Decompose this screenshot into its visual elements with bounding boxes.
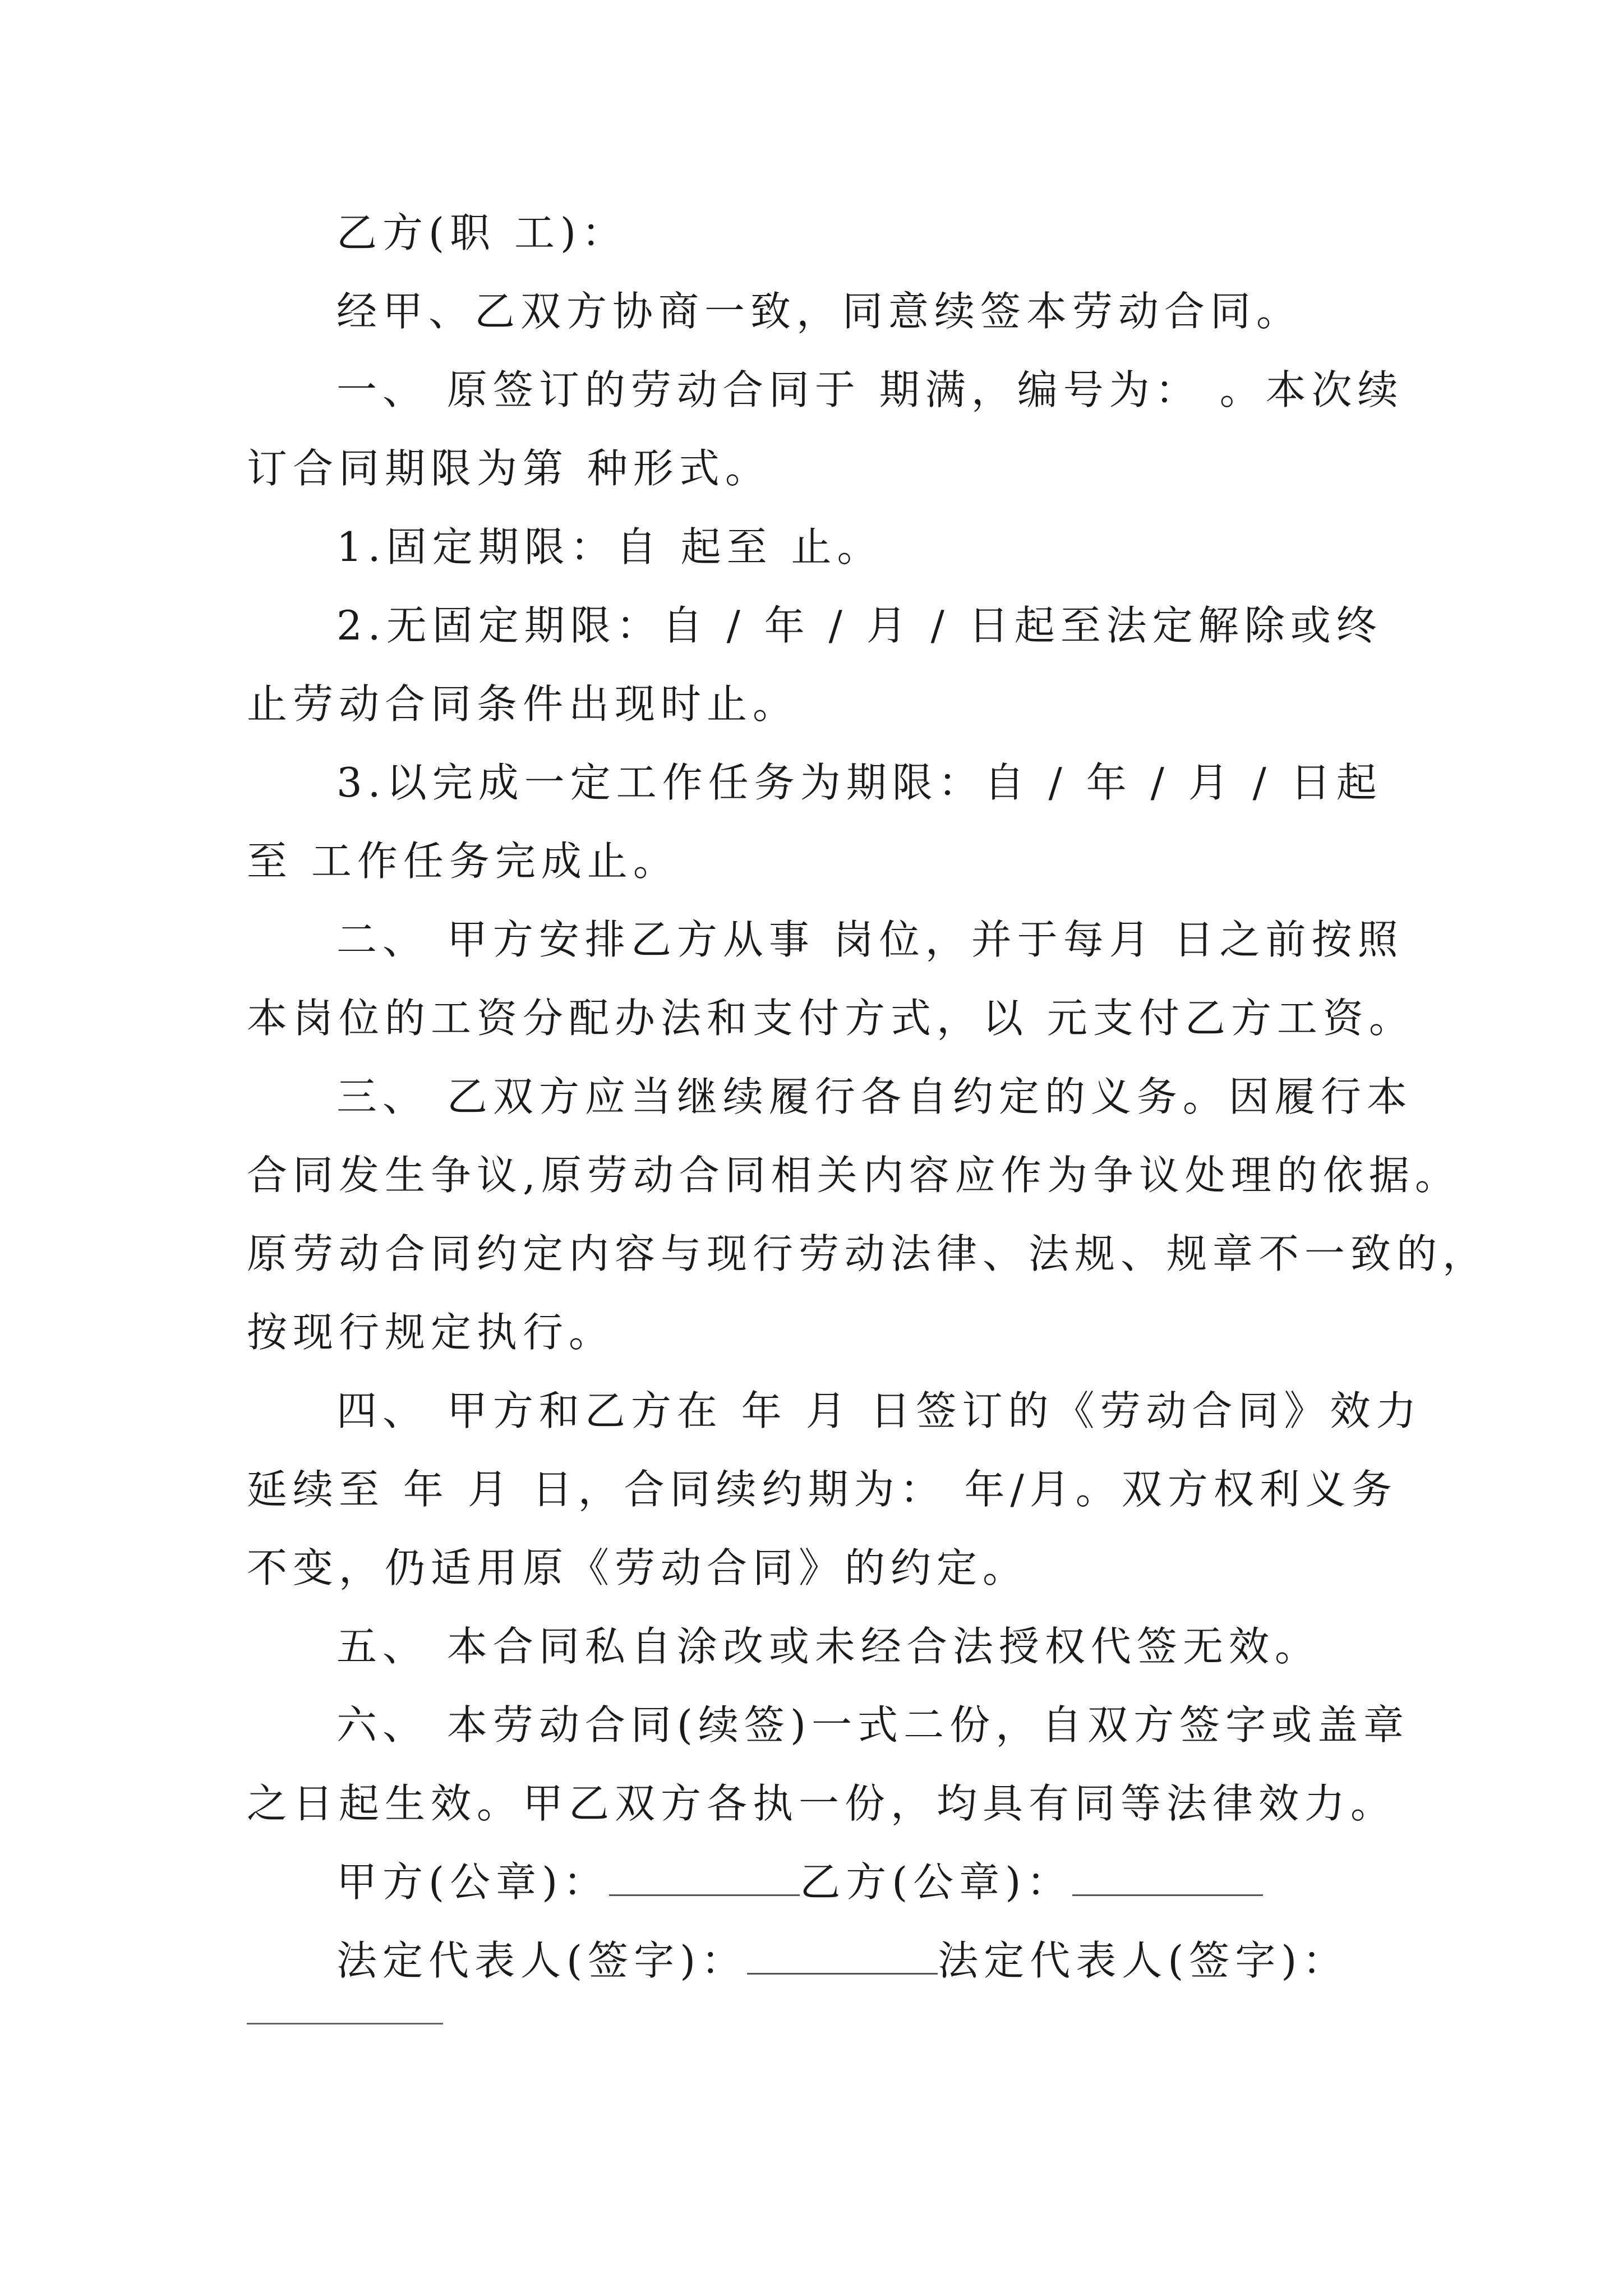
party-b-rep-label: 法定代表人(签字)： (938, 1937, 1349, 1984)
clause-1-line-2: 订合同期限为第 种形式。 (247, 445, 771, 492)
clause-6-line-2: 之日起生效。甲乙双方各执一份，均具有同等法律效力。 (247, 1780, 1397, 1827)
clause-5: 五、 本合同私自涂改或未经合法授权代签无效。 (336, 1623, 1321, 1670)
term-option-3-line-2: 至 工作任务完成止。 (247, 838, 679, 885)
party-a-rep-label: 法定代表人(签字)： (336, 1937, 748, 1984)
clause-4-line-2: 延续至 年 月 日，合同续约期为： 年/月。双方权利义务 (247, 1466, 1398, 1513)
party-b-rep-field[interactable] (247, 2023, 443, 2024)
term-option-3-line-1: 3.以完成一定工作任务为期限：自 / 年 / 月 / 日起 (336, 759, 1382, 806)
clause-3-line-3: 原劳动合同约定内容与现行劳动法律、法规、规章不一致的， (247, 1230, 1489, 1277)
term-option-1: 1.固定期限：自 起至 止。 (336, 523, 883, 570)
seal-row (336, 1854, 1464, 1910)
clause-3-line-2: 合同发生争议,原劳动合同相关内容应作为争议处理的依据。 (247, 1152, 1461, 1199)
clause-2-line-2: 本岗位的工资分配办法和支付方式，以 元支付乙方工资。 (247, 995, 1415, 1042)
clause-3-line-4: 按现行规定执行。 (247, 1309, 615, 1356)
party-a-rep-field[interactable] (747, 1939, 938, 1975)
clause-3-line-1: 三、 乙双方应当继续履行各自约定的义务。因履行本 (336, 1073, 1413, 1120)
party-a-seal-field[interactable] (609, 1861, 800, 1896)
clause-6-line-1: 六、 本劳动合同(续签)一式二份，自双方签字或盖章 (336, 1701, 1410, 1749)
party-b-label: 乙方(职 工)： (336, 209, 628, 256)
term-option-2-line-2: 止劳动合同条件出现时止。 (247, 680, 799, 728)
term-option-2-line-1: 2.无固定期限：自 / 年 / 月 / 日起至法定解除或终 (336, 602, 1382, 649)
party-a-seal-label: 甲方(公章)： (336, 1858, 610, 1906)
clause-1-line-1: 一、 原签订的劳动合同于 期满，编号为： 。本次续 (336, 366, 1404, 413)
party-b-seal-field[interactable] (1072, 1861, 1263, 1896)
clause-4-line-3: 不变，仍适用原《劳动合同》的约定。 (247, 1544, 1029, 1591)
intro-paragraph: 经甲、乙双方协商一致，同意续签本劳动合同。 (336, 288, 1303, 335)
clause-4-line-1: 四、 甲方和乙方在 年 月 日签订的《劳动合同》效力 (336, 1387, 1422, 1434)
clause-2-line-1: 二、 甲方安排乙方从事 岗位，并于每月 日之前按照 (336, 916, 1404, 963)
representative-row (336, 1932, 1464, 1989)
party-b-seal-label: 乙方(公章)： (800, 1858, 1073, 1906)
